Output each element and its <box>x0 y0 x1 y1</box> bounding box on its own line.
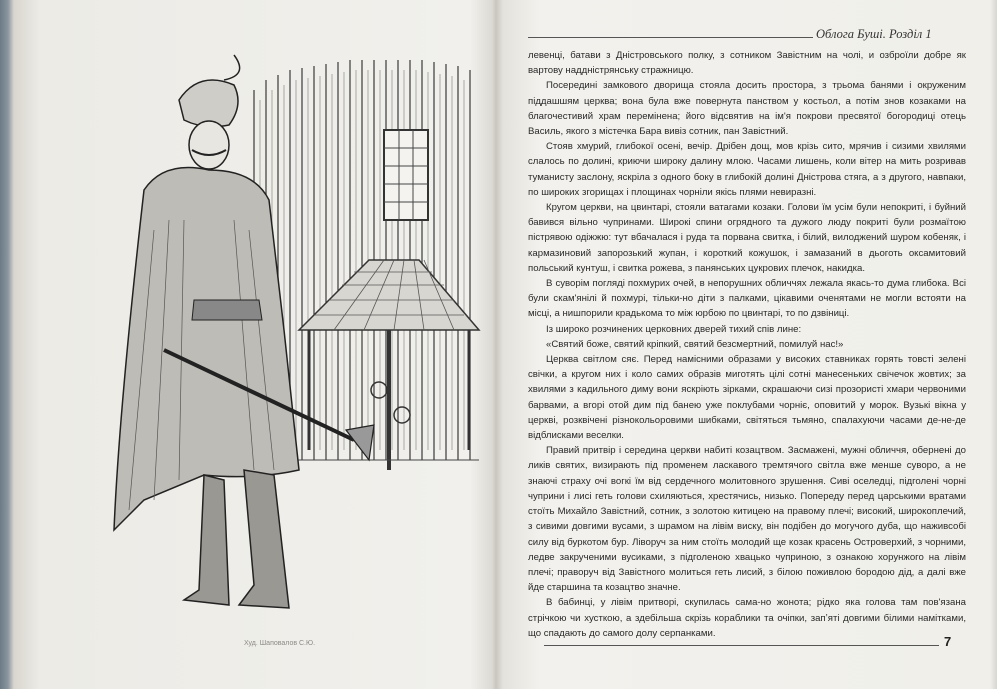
right-page <box>498 0 997 689</box>
paragraph: Правий притвір і середина церкви набиті козацтвом. Засмажені, мужні обличчя, обернені до ликів святих, визирають під променем ласкавого тремтячого світла вже менше суворо, а не знаючі страху очі вогкі їм від сердечного молитовного зрушення. Сиві оселедці, підголені чорні чуприни і лисі геть голови схиляються, хрестячись, низько. Попереду перед царськими вратами стоїть Михайло Завістний, сотник, з золотою китицею на правому плечі; високий, широкоплечий, з сивими довгими вусами, з шрамом на лівім виску, він подібен до могучого дуба, що наживсобі силу від буркотом бур. Ліворуч за ним стоїть молодий ще козак красень Островерхий, з чорними, ледве закрученими вусиками, з підголеною хвацько чуприною, з ознакою хорунжого на лівім плечі; праворуч від Завістного молиться геть лисий, з білою поживлою бородою дід, а далі вже йде старшина та козацтво значне. <box>528 445 966 594</box>
left-page <box>14 0 494 689</box>
paragraph: Посередині замкового дворища стояла досить простора, з трьома банями і окруженим піддашшям церква; вона була вже повернута панством у костьол, а потім знов козаками на благочестивий храм перемінена; його відсвятив на ім'я покрови пресвятої богородиці отець Василь, якого з містечка Бара вивіз сотник, пан Завістний. <box>528 80 966 138</box>
illustration-credit: Худ. Шаповалов С.Ю. <box>244 640 316 647</box>
paragraph: Із широко розчинених церковних дверей тихий спів лине: <box>546 323 802 335</box>
footer-rule <box>544 645 939 646</box>
cossack-illustration-icon <box>84 30 484 630</box>
paragraph: Кругом церкви, на цвинтарі, стояли ватагами козаки. Голови їм усім були непокриті, і буйний бавився вільно чупринами. Широкі спини огрядного та дужого люду покриті були розмаїтою пістрявою одіжжю: тут вбачалася і руда та порвана свитка, і білий, вилоджений шуром кобеняк, і кармазиновий запорозький жупан, і короткий кожушок, і замазаний в дьоготь оксамитовий польський кунтуш, і свитка рожева, з панянських цукрових плечок, накидка. <box>528 202 966 274</box>
paragraph: Церква світлом сяє. Перед намісними образами у високих ставниках горять товсті зелені свічки, а кругом них і коло самих образів миготять цілі сотні манесеньких свічечок жовтих; за хвилями з кадильного диму вони яскріють зірками, скрашаючи сизі прозористі хмари червоними барвами, а вгорі отой дим під банею уже поклубами чорніє, оповитий у морок. Вузькі вікна у церкві, розквічені різнокольоровими шибками, світяться тьмяно, спалахуючи часами де-не-де відблисками веселки. <box>528 354 966 442</box>
paragraph: левенці, батави з Дністровського полку, з сотником Завістним на чолі, и озброїли добре як вартову наддністрянську стражницю. <box>528 50 966 77</box>
paragraph: В бабинці, у лівім притворі, скупилась сама-но жонота; рідко яка голова там пов'язана стрічкою чи хусткою, а здебільша скрізь кораблики та очіпки, запʼяті довгими білими намітками, що спадають до самого долу серпанками. <box>528 597 966 639</box>
paragraph-quote: «Святий боже, святий кріпкий, святий безсмертний, помилуй нас!» <box>546 338 844 350</box>
paragraph: В суворім погляді похмурих очей, в непорушних обличчях лежала якась-то дума глибока. Всі були скам'янілі й похмурі, тільки-но діти з палками, цікавими оченятами не могли встояти на місці, а нишпорили крадькома то між юрбою по цвинтарі, то по дзвіниці. <box>528 278 966 320</box>
paragraph: Стояв хмурий, глибокої осені, вечір. Дрібен дощ, мов крізь сито, мрячив і сизими хвилями слалось по долині, криючи широку далину млою. Часами лишень, коли вітер на мить розривав туманисту заслону, яскріла з одного боку в глибокій долині Дністрова стяга, а з другого, навпаки, по широких згорищах і площинах чорніли якісь плями невиразні. <box>528 141 966 198</box>
header-rule <box>528 37 813 38</box>
running-head: Облога Буші. Розділ 1 <box>816 27 932 41</box>
page-number: 7 <box>944 634 952 649</box>
body-text <box>528 48 966 641</box>
